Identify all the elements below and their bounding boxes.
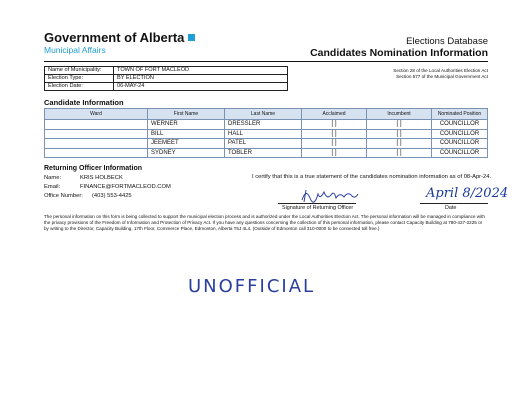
date-line [420, 203, 488, 204]
act-reference-1: Section 28 of the Local Authorities Election Act [393, 68, 488, 73]
incumbent-checkbox: [ ] [367, 148, 432, 158]
first-name-cell: WERNER [148, 120, 225, 130]
unofficial-stamp: UNOFFICIAL [188, 276, 316, 297]
database-title: Elections Database [406, 36, 488, 47]
election-type-row [45, 75, 288, 83]
position-cell: COUNCILLOR [432, 139, 488, 149]
position-cell: COUNCILLOR [432, 120, 488, 130]
incumbent-checkbox: [ ] [367, 139, 432, 149]
last-name-cell: HALL [225, 129, 302, 139]
incumbent-checkbox: [ ] [367, 129, 432, 139]
header-divider [44, 61, 488, 62]
government-title [44, 30, 195, 45]
acclaimed-checkbox: [ ] [302, 120, 367, 130]
election-type-value: BY ELECTION [114, 75, 288, 83]
table-row [45, 129, 488, 139]
officer-phone-line [44, 193, 132, 199]
municipality-label: Name of Municipality: [45, 67, 114, 75]
col-ward: Ward [45, 109, 148, 120]
returning-officer-heading: Returning Officer Information [44, 165, 142, 172]
col-last-name: Last Name [225, 109, 302, 120]
col-first-name: First Name [148, 109, 225, 120]
election-date-row [45, 83, 288, 91]
table-row [45, 148, 488, 158]
officer-phone-label: Office Number: [44, 193, 83, 199]
last-name-cell: PATEL [225, 139, 302, 149]
election-type-label: Election Type: [45, 75, 114, 83]
act-reference-2: Section 577 of the Municipal Government Act [396, 74, 488, 79]
officer-name: KRIS HOLBECK [80, 175, 123, 181]
government-name: Government of Alberta [44, 30, 185, 45]
first-name-cell: JEEMEET [148, 139, 225, 149]
col-incumbent: Incumbent [367, 109, 432, 120]
alberta-logo-square-icon [188, 34, 195, 41]
handwritten-date: April 8/2024 [426, 186, 509, 201]
privacy-notice: The personal information on this form is being collected to support the municipal election process and is authorized under the Local Authorities Election Act. The personal information will be managed in compliance with the privacy provisions of the Freedom of Information and Protection of Privacy Act. If you have any questions concerning the collection of this personal information, please contact Capacity Building at 780-427-2225 or by writing to the Director, Capacity Building, 17th Floor, Commerce Place, Edmonton, Alberta T5J 4L4. (Outside of Edmonton call 310-0000 to be connected toll free.) [44, 214, 485, 231]
officer-email-label: Email: [44, 184, 61, 190]
officer-email: FINANCE@FORTMACLEOD.COM [80, 184, 171, 190]
signature-line [278, 203, 356, 204]
first-name-cell: SYDNEY [148, 148, 225, 158]
ward-cell [45, 120, 148, 130]
form-title: Candidates Nomination Information [310, 47, 488, 59]
officer-email-line [44, 184, 171, 190]
date-caption: Date [445, 205, 457, 211]
officer-name-label: Name: [44, 175, 62, 181]
last-name-cell: TOBLER [225, 148, 302, 158]
incumbent-checkbox: [ ] [367, 120, 432, 130]
signature-caption: Signature of Returning Officer [282, 205, 354, 211]
municipality-row [45, 67, 288, 75]
position-cell: COUNCILLOR [432, 148, 488, 158]
col-acclaimed: Acclaimed [302, 109, 367, 120]
first-name-cell: BILL [148, 129, 225, 139]
handwritten-signature [300, 186, 360, 204]
ward-cell [45, 139, 148, 149]
legislation-references [393, 68, 488, 80]
officer-phone: (403) 553-4425 [92, 193, 132, 199]
acclaimed-checkbox: [ ] [302, 139, 367, 149]
election-date-label: Election Date: [45, 83, 114, 91]
officer-name-line [44, 175, 123, 181]
table-row [45, 139, 488, 149]
ward-cell [45, 148, 148, 158]
municipality-table [44, 66, 288, 91]
col-nominated-position: Nominated Position [432, 109, 488, 120]
certification-statement: I certify that this is a true statement of the candidates nomination information as of 08-Apr-24. [252, 174, 492, 180]
table-row [45, 120, 488, 130]
ministry-name: Municipal Affairs [44, 45, 106, 55]
candidate-section-heading: Candidate Information [44, 98, 124, 107]
acclaimed-checkbox: [ ] [302, 148, 367, 158]
municipality-value: TOWN OF FORT MACLEOD [114, 67, 288, 75]
candidate-table [44, 108, 488, 158]
candidate-header-row [45, 109, 488, 120]
ward-cell [45, 129, 148, 139]
election-date-value: 06-MAY-24 [114, 83, 288, 91]
acclaimed-checkbox: [ ] [302, 129, 367, 139]
position-cell: COUNCILLOR [432, 129, 488, 139]
last-name-cell: DRESSLER [225, 120, 302, 130]
